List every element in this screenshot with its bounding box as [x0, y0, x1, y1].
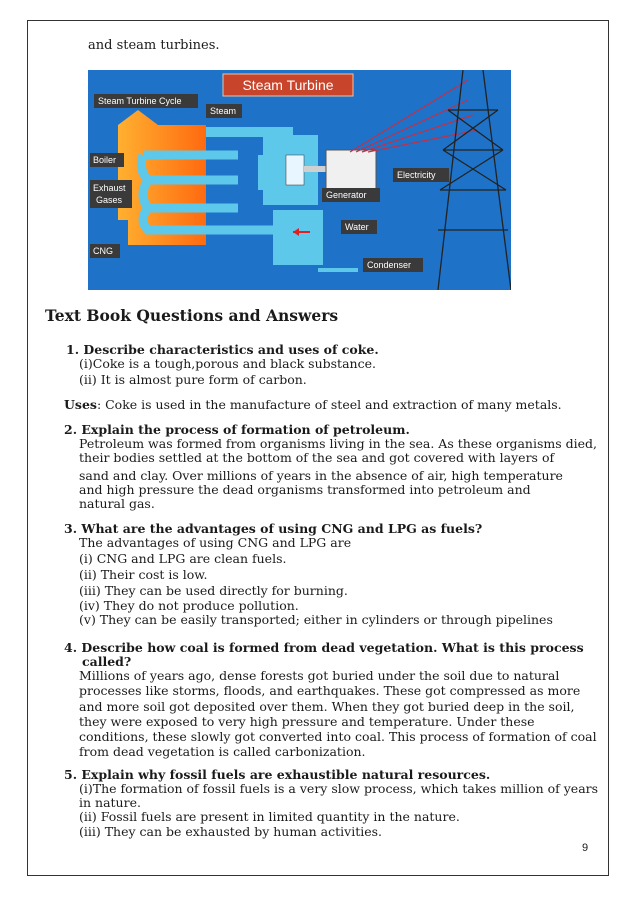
q3-line-2: (i) CNG and LPG are clean fuels. — [79, 551, 287, 566]
q4-line-6: from dead vegetation is called carbonization. — [79, 744, 366, 759]
label-cycle: Steam Turbine Cycle — [98, 96, 182, 106]
q2-line-2: their bodies settled at the bottom of the sea and got covered with layers of — [79, 450, 555, 465]
q2-line-1: Petroleum was formed from organisms living in the sea. As these organisms died, — [79, 436, 598, 451]
q3-question: 3. What are the advantages of using CNG and LPG as fuels? — [64, 521, 483, 536]
q1-answer-1: (i)Coke is a tough,porous and black substance. — [79, 356, 376, 371]
generator-shape — [326, 150, 376, 190]
q3-line-3: (ii) Their cost is low. — [79, 567, 208, 582]
label-exhaust-1: Exhaust — [93, 183, 126, 193]
q4-line-3: and more soil got deposited over them. When they got buried deep in the soil, — [79, 699, 575, 714]
q4-question-line-1: 4. Describe how coal is formed from dead vegetation. What is this process — [64, 640, 584, 655]
label-water: Water — [345, 222, 369, 232]
q2-question: 2. Explain the process of formation of petroleum. — [64, 422, 410, 437]
page-number: 9 — [582, 842, 589, 854]
q1-answer-2: (ii) It is almost pure form of carbon. — [79, 372, 307, 387]
label-condenser: Condenser — [367, 260, 412, 270]
steam-turbine-diagram — [88, 70, 511, 290]
label-generator: Generator — [326, 190, 367, 200]
intro-text: and steam turbines. — [88, 38, 220, 53]
q3-line-5: (iv) They do not produce pollution. — [79, 598, 299, 613]
q4-line-4: they were exposed to very high pressure and temperature. Under these — [79, 714, 535, 729]
q1-uses-text: : Coke is used in the manufacture of steel and extraction of many metals. — [96, 397, 562, 412]
label-electricity: Electricity — [397, 170, 436, 180]
q3-line-4: (iii) They can be used directly for burning. — [79, 583, 348, 598]
q4-line-1: Millions of years ago, dense forests got buried under the soil due to natural — [79, 668, 560, 683]
q5-line-2: in nature. — [79, 795, 141, 810]
q5-line-3: (ii) Fossil fuels are present in limited quantity in the nature. — [79, 809, 460, 824]
label-cng: CNG — [93, 246, 113, 256]
q2-line-5: natural gas. — [79, 496, 155, 511]
q4-question-line-2: called? — [82, 654, 132, 669]
q4-line-5: conditions, these slowly got converted into coal. This process of formation of coal — [79, 729, 597, 744]
section-heading: Text Book Questions and Answers — [45, 306, 339, 325]
q1-uses — [64, 397, 562, 412]
q2-line-3: sand and clay. Over millions of years in the absence of air, high temperature — [79, 468, 563, 483]
q5-line-4: (iii) They can be exhausted by human activities. — [79, 824, 383, 839]
q1-uses-label: Uses — [64, 397, 97, 412]
q5-question: 5. Explain why fossil fuels are exhaustible natural resources. — [64, 767, 491, 782]
q3-line-6: (v) They can be easily transported; either in cylinders or through pipelines — [79, 612, 553, 627]
turbine-rotor — [286, 155, 304, 185]
q4-line-2: processes like storms, floods, and earthquakes. These got compressed as more — [79, 683, 581, 698]
q1-question: 1. Describe characteristics and uses of coke. — [66, 342, 379, 357]
label-steam: Steam — [210, 106, 237, 116]
q5-line-1: (i)The formation of fossil fuels is a very slow process, which takes million of years — [79, 781, 599, 796]
turbine-shaft — [304, 166, 326, 172]
label-boiler: Boiler — [93, 155, 117, 165]
diagram-title: Steam Turbine — [242, 77, 334, 93]
q2-line-4: and high pressure the dead organisms transformed into petroleum and — [79, 482, 531, 497]
q3-line-1: The advantages of using CNG and LPG are — [79, 535, 352, 550]
label-exhaust-2: Gases — [96, 195, 123, 205]
condenser-shape — [273, 210, 323, 265]
